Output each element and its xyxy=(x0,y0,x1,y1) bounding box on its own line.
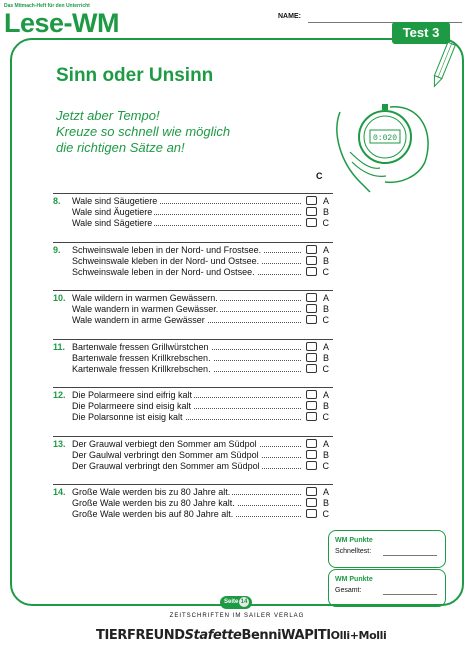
stopwatch-icon xyxy=(330,92,440,202)
option-text-wrap xyxy=(72,498,237,508)
question-number: 11. xyxy=(53,341,66,352)
option-text: Die Polarsonne ist eisig kalt xyxy=(72,412,183,422)
answer-checkbox[interactable] xyxy=(306,256,317,265)
option-letter: B xyxy=(322,401,329,411)
question-option xyxy=(53,439,333,449)
question-option xyxy=(53,293,333,303)
option-text: Der Grauwal verbiegt den Sommer am Südpol xyxy=(72,438,257,449)
intro-line: die richtigen Sätze an! xyxy=(56,140,185,155)
question-block xyxy=(53,439,333,472)
question-number: 13. xyxy=(53,438,66,449)
question-option xyxy=(53,196,333,206)
question-option xyxy=(53,412,333,422)
question-number: 14. xyxy=(53,487,66,497)
page-number: 14 xyxy=(240,599,248,605)
question-option xyxy=(53,207,333,217)
answer-checkbox[interactable] xyxy=(306,342,317,351)
question-option xyxy=(53,461,333,471)
option-letter: A xyxy=(322,390,329,400)
option-text-wrap xyxy=(72,353,213,363)
question-option xyxy=(53,401,333,411)
score-line[interactable] xyxy=(383,555,437,556)
score-title: WM Punkte xyxy=(335,537,373,544)
logo-stafette: Stafette xyxy=(184,627,242,643)
question-option xyxy=(53,304,333,314)
option-text: Die Polarmeere sind eisig kalt xyxy=(72,401,192,411)
answer-checkbox[interactable] xyxy=(306,450,317,459)
option-text-wrap xyxy=(72,245,263,255)
option-text: Kartenwale fressen Krillkrebschen. xyxy=(72,363,211,374)
option-text-wrap xyxy=(72,342,211,352)
question-separator xyxy=(53,290,333,291)
option-letter: B xyxy=(322,449,329,460)
answer-checkbox[interactable] xyxy=(306,412,317,421)
logo-olli-molli: Olli+Molli xyxy=(330,628,387,642)
question-separator xyxy=(53,193,333,194)
magazine-logos xyxy=(96,625,386,645)
page-title: Sinn oder Unsinn xyxy=(56,65,214,86)
column-header-c: C xyxy=(316,171,323,181)
option-letter: C xyxy=(322,460,329,471)
option-text-wrap xyxy=(72,412,185,422)
option-letter: A xyxy=(322,244,329,255)
option-text: Wale wandern in warmen Gewässer. xyxy=(72,304,219,314)
option-letter: B xyxy=(322,352,329,363)
option-letter: C xyxy=(322,315,329,325)
question-option xyxy=(53,245,333,255)
option-letter: A xyxy=(322,487,329,497)
option-text-wrap xyxy=(72,401,193,411)
question-number: 12. xyxy=(53,390,66,400)
option-letter: C xyxy=(322,218,329,228)
question-block xyxy=(53,293,333,326)
answer-checkbox[interactable] xyxy=(306,218,317,227)
question-option xyxy=(53,487,333,497)
option-text: Die Polarmeere sind eifrig kalt xyxy=(72,390,193,400)
answer-checkbox[interactable] xyxy=(306,207,317,216)
question-separator xyxy=(53,436,333,437)
answer-checkbox[interactable] xyxy=(306,509,317,518)
option-text: Große Wale werden bis zu 80 Jahre alt. xyxy=(72,487,231,497)
option-letter: A xyxy=(322,341,329,352)
question-option xyxy=(53,353,333,363)
stopwatch-display: 0:020 xyxy=(372,134,398,143)
answer-checkbox[interactable] xyxy=(306,401,317,410)
answer-checkbox[interactable] xyxy=(306,353,317,362)
question-separator xyxy=(53,484,333,485)
option-text-wrap xyxy=(72,256,261,266)
intro-line: Kreuze so schnell wie möglich xyxy=(56,124,231,139)
question-option xyxy=(53,509,333,519)
question-block xyxy=(53,245,333,278)
option-text: Der Grauwal verbringt den Sommer am Südpol xyxy=(72,460,260,471)
question-option xyxy=(53,267,333,277)
answer-checkbox[interactable] xyxy=(306,293,317,302)
answer-checkbox[interactable] xyxy=(306,461,317,470)
logo-tierfreund: TIERFREUND xyxy=(96,627,185,643)
option-text-wrap xyxy=(72,509,235,519)
logo-wapiti: WAPITI xyxy=(281,627,331,643)
option-letter: C xyxy=(322,363,329,374)
option-letter: C xyxy=(322,509,329,519)
option-letter: C xyxy=(322,412,329,422)
option-letter: A xyxy=(322,293,329,303)
answer-checkbox[interactable] xyxy=(306,487,317,496)
answer-checkbox[interactable] xyxy=(306,364,317,373)
logo-benni: Benni xyxy=(241,627,282,643)
option-text: Bartenwale fressen Krillkrebschen. xyxy=(72,352,211,363)
pencil-icon xyxy=(428,40,458,90)
intro-text xyxy=(56,108,230,156)
option-text-wrap xyxy=(72,293,220,303)
question-separator xyxy=(53,339,333,340)
option-text: Große Wale werden bis zu 80 Jahre kalt. xyxy=(72,498,235,508)
brand-logo: Lese-WM xyxy=(4,8,120,38)
option-text-wrap xyxy=(72,315,207,325)
option-text: Große Wale werden bis auf 80 Jahre alt. xyxy=(72,509,234,519)
score-label: Schnelltest: xyxy=(335,548,372,555)
option-text: Wale sind Sägetiere xyxy=(72,218,153,228)
option-text-wrap xyxy=(72,390,194,400)
name-label: NAME: xyxy=(278,13,301,20)
header-subtitle: Das Mitmach-Heft für den Unterricht xyxy=(4,3,90,9)
question-number: 9. xyxy=(53,244,61,255)
question-block xyxy=(53,487,333,520)
page-label: Seite xyxy=(224,599,239,605)
page-number-pill xyxy=(220,596,252,609)
option-text-wrap xyxy=(72,207,154,217)
option-text: Wale wandern in arme Gewässer xyxy=(72,315,205,325)
test-badge: Test 3 xyxy=(392,22,450,44)
score-title: WM Punkte xyxy=(335,576,373,583)
answer-checkbox[interactable] xyxy=(306,196,317,205)
question-separator xyxy=(53,387,333,388)
option-text: Wale wildern in warmen Gewässern. xyxy=(72,293,218,303)
answer-checkbox[interactable] xyxy=(306,304,317,313)
score-box-total xyxy=(328,569,446,607)
question-option xyxy=(53,342,333,352)
option-letter: B xyxy=(322,498,329,508)
question-option xyxy=(53,498,333,508)
option-text-wrap xyxy=(72,267,257,277)
option-letter: A xyxy=(322,438,329,449)
question-separator xyxy=(53,242,333,243)
option-text-wrap xyxy=(72,487,232,497)
option-text-wrap xyxy=(72,304,220,314)
option-text: Wale sind Säugetiere xyxy=(72,196,158,206)
option-text: Bartenwale fressen Grillwürstchen xyxy=(72,341,209,352)
answer-checkbox[interactable] xyxy=(306,245,317,254)
question-option xyxy=(53,256,333,266)
question-number: 10. xyxy=(53,293,66,303)
option-text-wrap xyxy=(72,450,261,460)
option-letter: B xyxy=(322,255,329,266)
option-text: Schweinswale leben in der Nord- und Ostsee. xyxy=(72,266,255,277)
option-letter: A xyxy=(322,196,329,206)
question-block xyxy=(53,390,333,423)
option-letter: B xyxy=(322,304,329,314)
score-label: Gesamt: xyxy=(335,587,362,594)
intro-line: Jetzt aber Tempo! xyxy=(56,108,160,123)
option-text: Schweinswale leben in der Nord- und Frostsee. xyxy=(72,244,262,255)
question-option xyxy=(53,218,333,228)
publisher: ZEITSCHRIFTEN IM SAILER VERLAG xyxy=(169,613,305,619)
option-text-wrap xyxy=(72,461,262,471)
answer-checkbox[interactable] xyxy=(306,498,317,507)
option-text: Der Gaulwal verbringt den Sommer am Südpol xyxy=(72,449,259,460)
option-letter: C xyxy=(322,266,329,277)
option-text-wrap xyxy=(72,196,159,206)
answer-checkbox[interactable] xyxy=(306,439,317,448)
score-box-quick xyxy=(328,530,446,568)
question-block xyxy=(53,342,333,375)
question-option xyxy=(53,450,333,460)
answer-checkbox[interactable] xyxy=(306,315,317,324)
option-text-wrap xyxy=(72,439,259,449)
score-line[interactable] xyxy=(383,594,437,595)
question-number: 8. xyxy=(53,196,61,206)
option-text: Schweinswale kleben in der Nord- und Ostsee. xyxy=(72,255,260,266)
question-option xyxy=(53,315,333,325)
option-letter: B xyxy=(322,207,329,217)
option-text-wrap xyxy=(72,218,154,228)
question-option xyxy=(53,390,333,400)
option-text-wrap xyxy=(72,364,213,374)
option-text: Wale sind Äugetiere xyxy=(72,207,153,217)
answer-checkbox[interactable] xyxy=(306,390,317,399)
question-option xyxy=(53,364,333,374)
question-block xyxy=(53,196,333,229)
answer-checkbox[interactable] xyxy=(306,267,317,276)
